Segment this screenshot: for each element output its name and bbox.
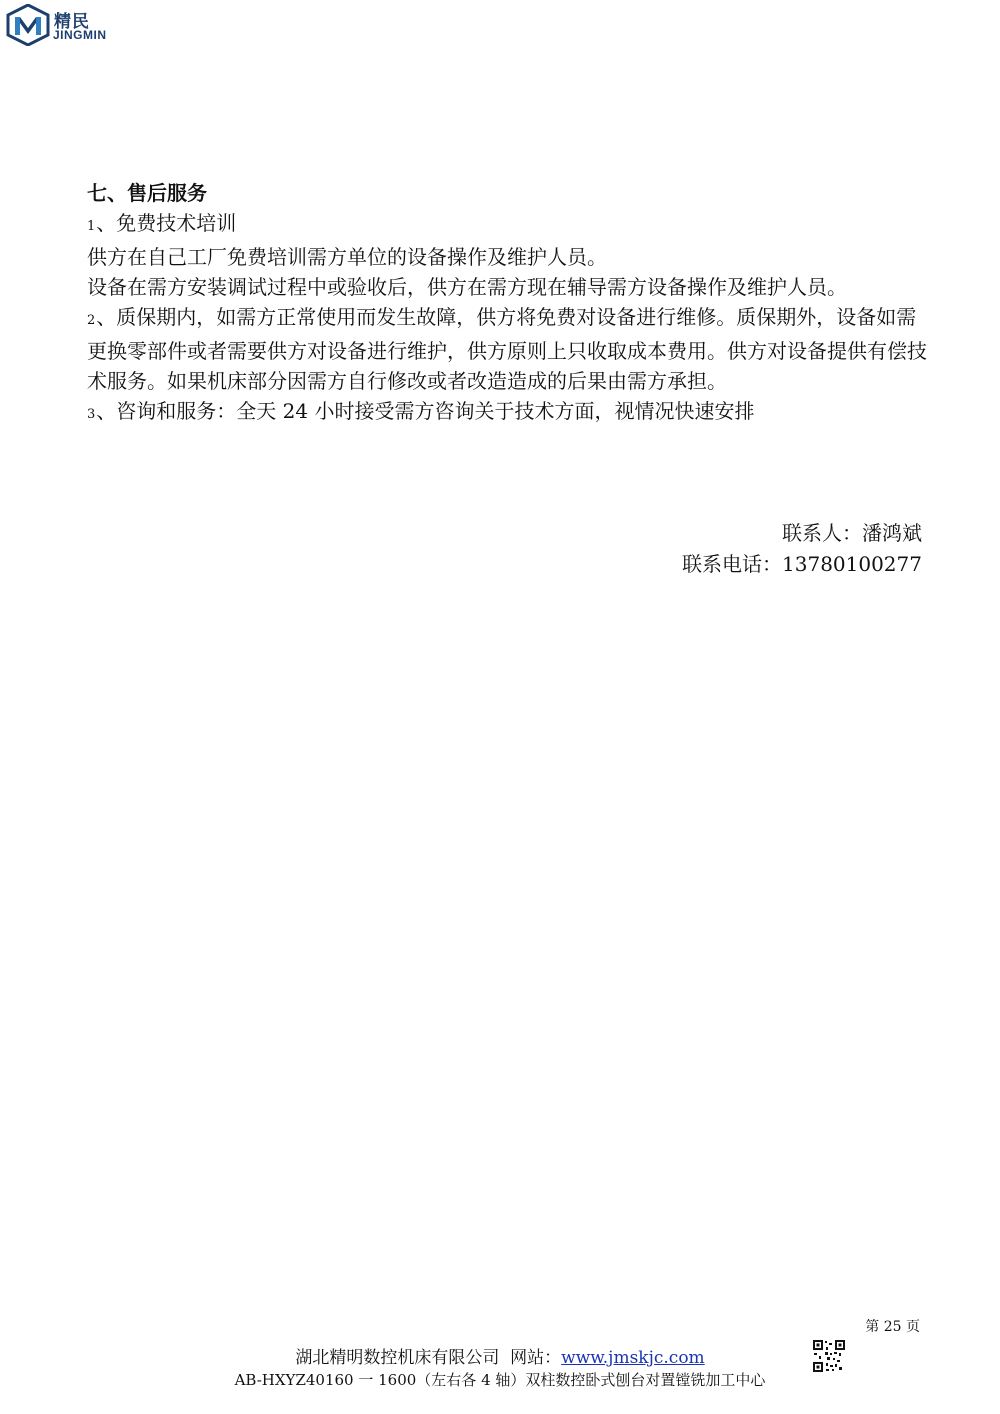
footer-company-name: 湖北精明数控机床有限公司 bbox=[295, 1348, 500, 1368]
logo-english-name: JINGMIN bbox=[53, 28, 107, 42]
footer-model-line: AB-HXYZ40160 一 1600（左右各 4 轴）双柱数控卧式刨台对置镗铣加工中心 bbox=[234, 1371, 766, 1389]
company-logo bbox=[6, 4, 126, 46]
contact-phone: 联系电话：13780100277 bbox=[682, 552, 922, 576]
contact-block bbox=[682, 518, 922, 580]
section-heading: 七、售后服务 bbox=[87, 181, 207, 205]
item-2-warranty bbox=[87, 302, 927, 396]
paragraph-training-onsite: 设备在需方安装调试过程中或验收后，供方在需方现在辅导需方设备操作及维护人员。 bbox=[87, 275, 847, 299]
footer-company-line bbox=[0, 1343, 1000, 1368]
logo-chinese-name: 精民 bbox=[54, 12, 90, 32]
footer-site-label: 网站： bbox=[510, 1348, 562, 1368]
item-3-consulting bbox=[87, 396, 927, 430]
paragraph-training-factory: 供方在自己工厂免费培训需方单位的设备操作及维护人员。 bbox=[87, 245, 607, 269]
item-1-title-text: 、免费技术培训 bbox=[96, 211, 237, 235]
after-sales-section bbox=[87, 178, 927, 430]
item-2-number: 2 bbox=[87, 313, 96, 328]
contact-person: 联系人：潘鸿斌 bbox=[782, 521, 922, 545]
jingmin-logo-icon bbox=[6, 4, 50, 46]
qr-code-icon bbox=[812, 1339, 846, 1373]
footer-website-link[interactable]: www.jmskjc.com bbox=[561, 1348, 705, 1368]
item-2-text: 、质保期内，如需方正常使用而发生故障，供方将免费对设备进行维修。质保期外，设备如需更换零部件或者需要供方对设备进行维护，供方原则上只收取成本费用。供方对设备提供有偿技术服务。如果机床部分因需方自行修改或者改造造成的后果由需方承担。 bbox=[87, 305, 927, 393]
item-1-number: 1 bbox=[87, 219, 96, 234]
item-3-text: 、咨询和服务：全天 24 小时接受需方咨询关于技术方面，视情况快速安排 bbox=[96, 399, 755, 423]
page-number: 第 25 页 bbox=[865, 1319, 920, 1335]
item-3-number: 3 bbox=[87, 407, 96, 422]
item-1-title bbox=[87, 208, 927, 242]
